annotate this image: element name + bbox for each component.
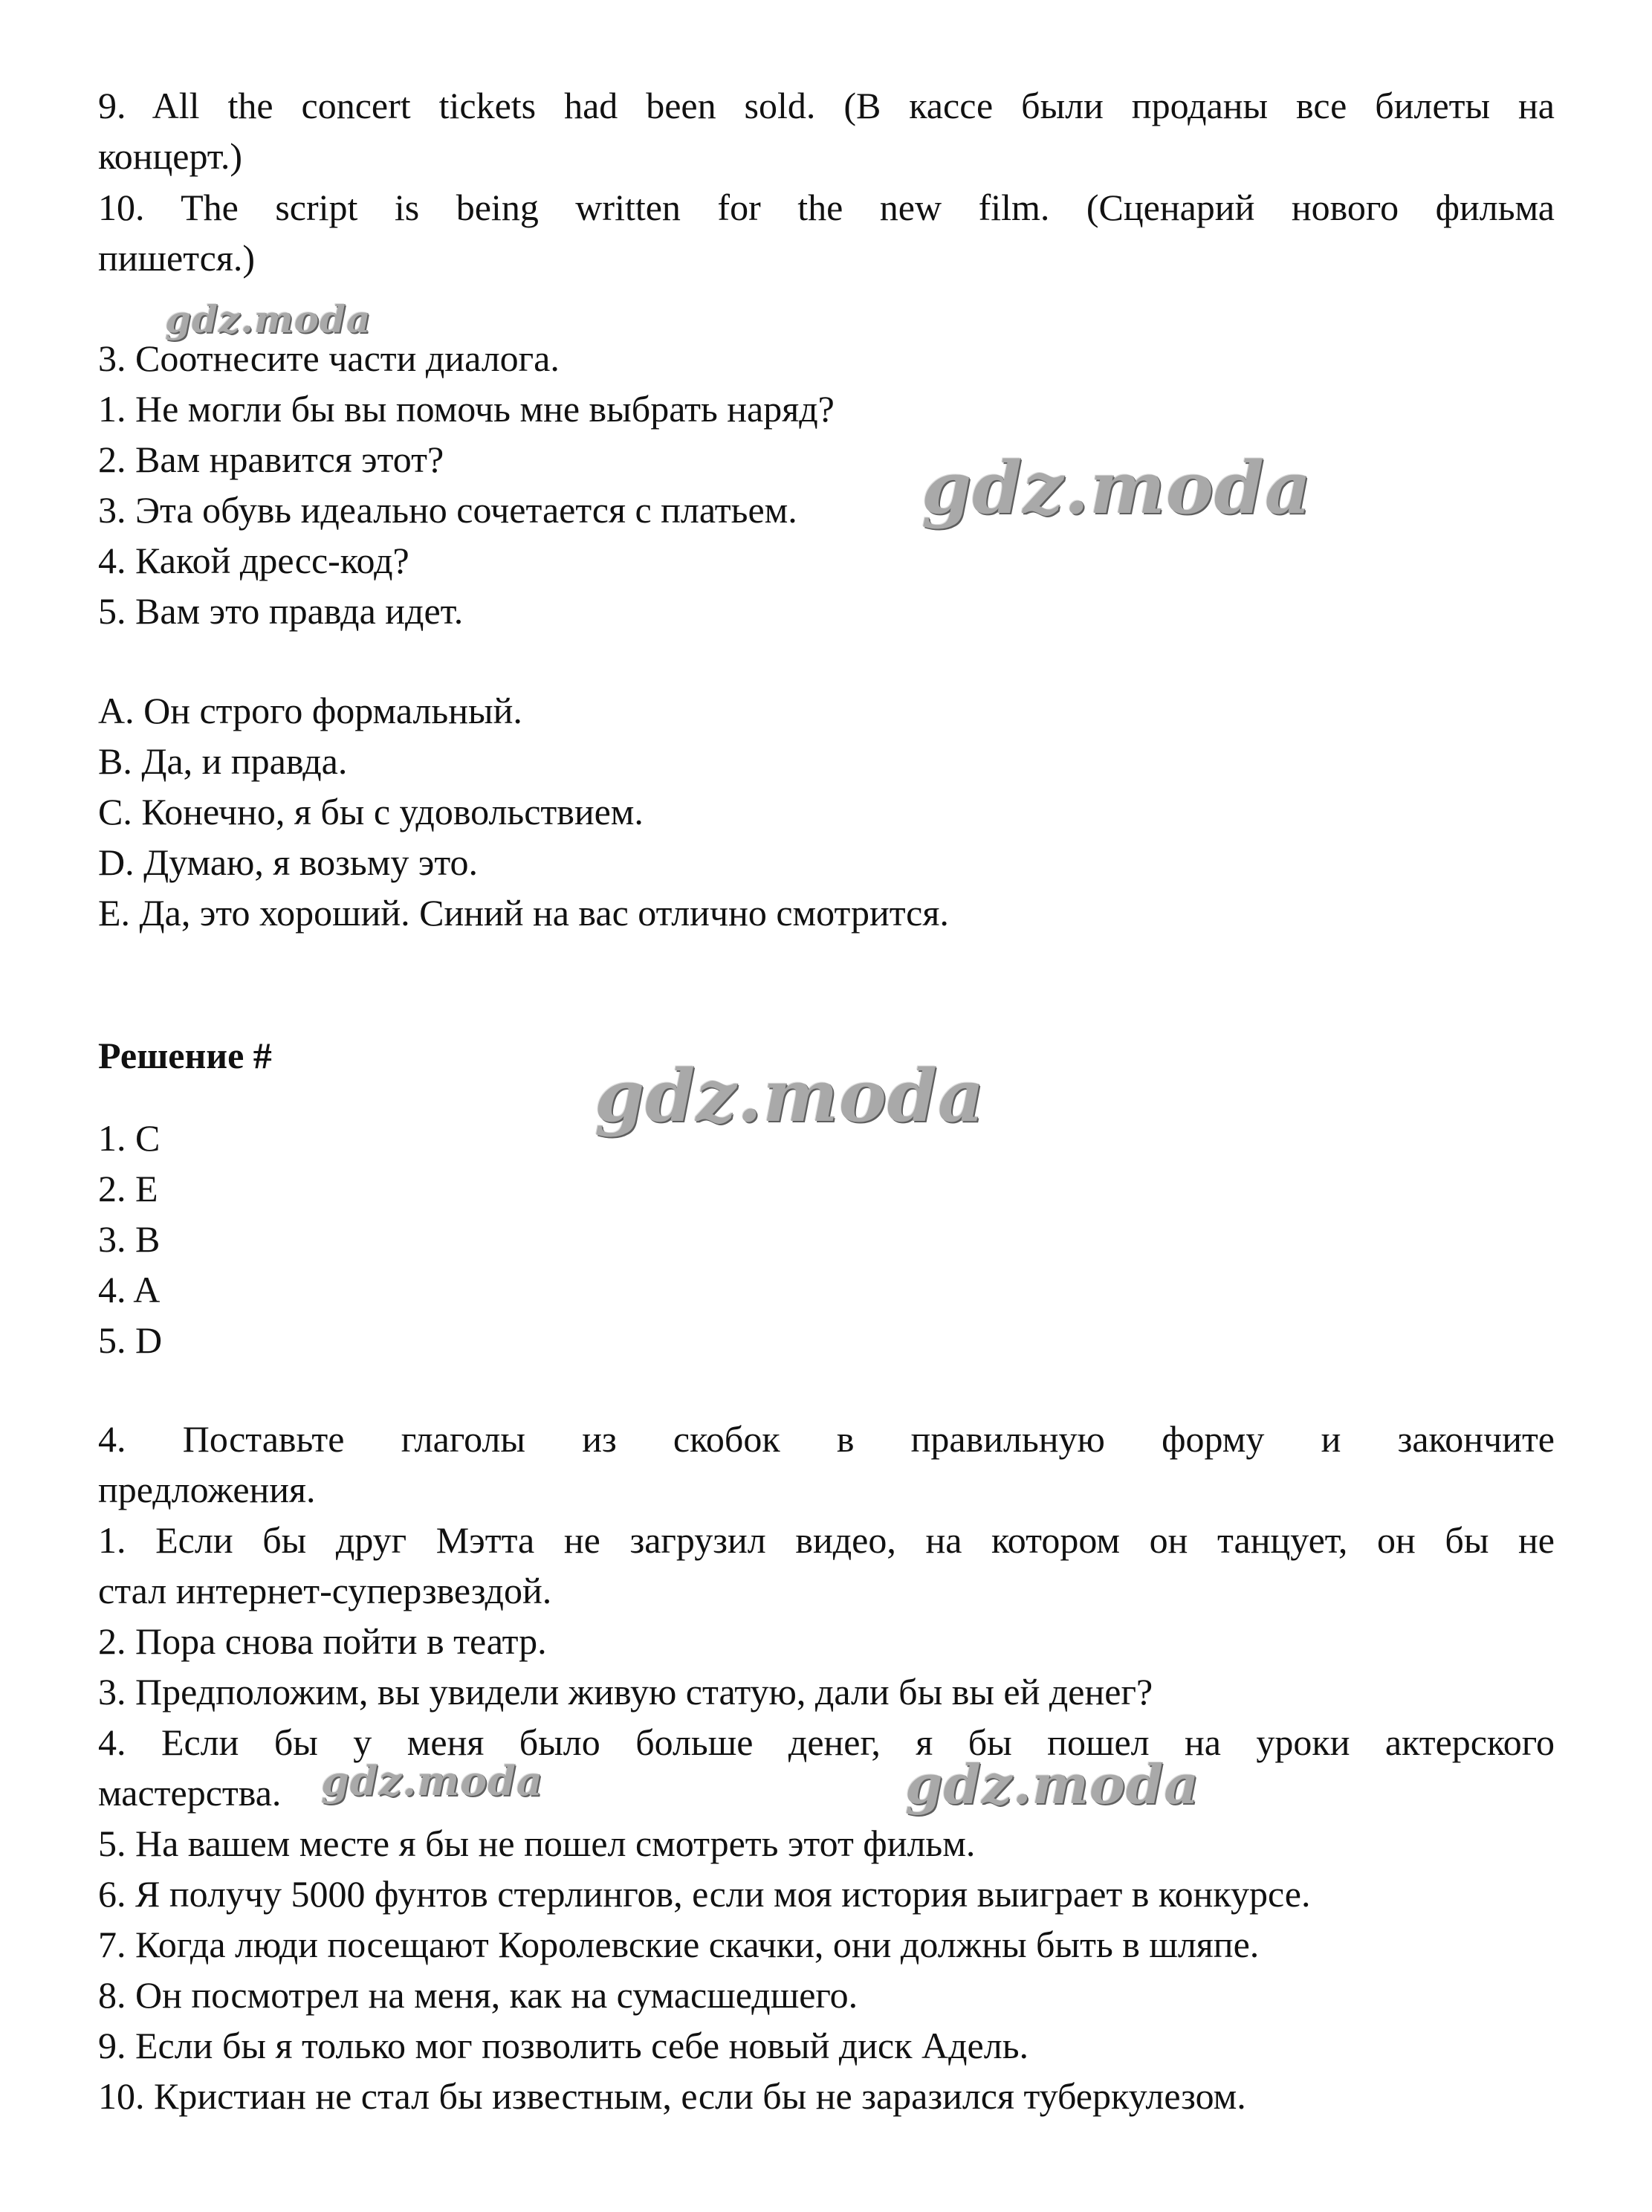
solution-item-3: 3. B <box>98 1218 161 1260</box>
ex4-sentence-1-line1: 1. Если бы друг Мэтта не загрузил видео, на котором он танцует, он бы не <box>98 1519 1555 1561</box>
ex4-sentence-2: 2. Пора снова пойти в театр. <box>98 1620 547 1662</box>
ex3-question-2: 2. Вам нравится этот? <box>98 439 444 480</box>
ex4-sentence-4-line1: 4. Если бы у меня было больше денег, я бы пошел на уроки актерского <box>98 1721 1555 1763</box>
ex2-item10-line1: 10. The script is being written for the new film. (Сценарий нового фильма <box>98 187 1555 228</box>
solution-item-4: 4. A <box>98 1269 161 1310</box>
ex4-sentence-9: 9. Если бы я только мог позволить себе новый диск Адель. <box>98 2025 1029 2066</box>
ex4-sentence-1-line2: стал интернет-суперзвездой. <box>98 1570 552 1611</box>
watermark-small-left: gdz.moda <box>321 1757 543 1805</box>
ex4-title-line1: 4. Поставьте глаголы из скобок в правильную форму и закончите <box>98 1418 1555 1460</box>
ex4-sentence-3: 3. Предположим, вы увидели живую статую, дали бы вы ей денег? <box>98 1671 1153 1713</box>
solution-item-1: 1. C <box>98 1117 161 1159</box>
ex2-item9-line1: 9. All the concert tickets had been sold. (В кассе были проданы все билеты на <box>98 85 1555 126</box>
ex4-sentence-8: 8. Он посмотрел на меня, как на сумасшедшего. <box>98 1974 858 2016</box>
ex3-title: 3. Соотнесите части диалога. <box>98 337 560 379</box>
ex4-sentence-7: 7. Когда люди посещают Королевские скачки, они должны быть в шляпе. <box>98 1924 1260 1965</box>
ex3-answer-c: C. Конечно, я бы с удовольствием. <box>98 791 644 832</box>
ex4-sentence-10: 10. Кристиан не стал бы известным, если бы не заразился туберкулезом. <box>98 2075 1246 2117</box>
ex3-answer-b: B. Да, и правда. <box>98 740 348 782</box>
ex3-question-1: 1. Не могли бы вы помочь мне выбрать наряд? <box>98 388 835 430</box>
solution-item-5: 5. D <box>98 1319 163 1361</box>
watermark-large-right: gdz.moda <box>921 446 1312 530</box>
ex4-sentence-5: 5. На вашем месте я бы не пошел смотреть этот фильм. <box>98 1823 976 1864</box>
watermark-medium-right: gdz.moda <box>905 1753 1199 1816</box>
ex3-answer-e: E. Да, это хороший. Синий на вас отлично смотрится. <box>98 892 949 934</box>
ex3-question-5: 5. Вам это правда идет. <box>98 590 464 632</box>
ex3-answer-d: D. Думаю, я возьму это. <box>98 841 479 883</box>
watermark-small-top: gdz.moda <box>165 297 372 341</box>
ex2-item10-line2: пишется.) <box>98 237 256 279</box>
ex3-question-4: 4. Какой дресс-код? <box>98 540 409 581</box>
solution-heading: Решение # <box>98 1035 272 1076</box>
ex3-answer-a: A. Он строго формальный. <box>98 690 522 731</box>
solution-item-2: 2. E <box>98 1168 158 1209</box>
ex4-sentence-4-line2: мастерства. <box>98 1772 282 1814</box>
ex4-title-line2: предложения. <box>98 1469 316 1510</box>
ex3-question-3: 3. Эта обувь идеально сочетается с платьем. <box>98 489 797 531</box>
ex2-item9-line2: концерт.) <box>98 135 243 177</box>
watermark-large-center: gdz.moda <box>595 1054 985 1138</box>
ex4-sentence-6: 6. Я получу 5000 фунтов стерлингов, если моя история выиграет в конкурсе. <box>98 1873 1311 1915</box>
